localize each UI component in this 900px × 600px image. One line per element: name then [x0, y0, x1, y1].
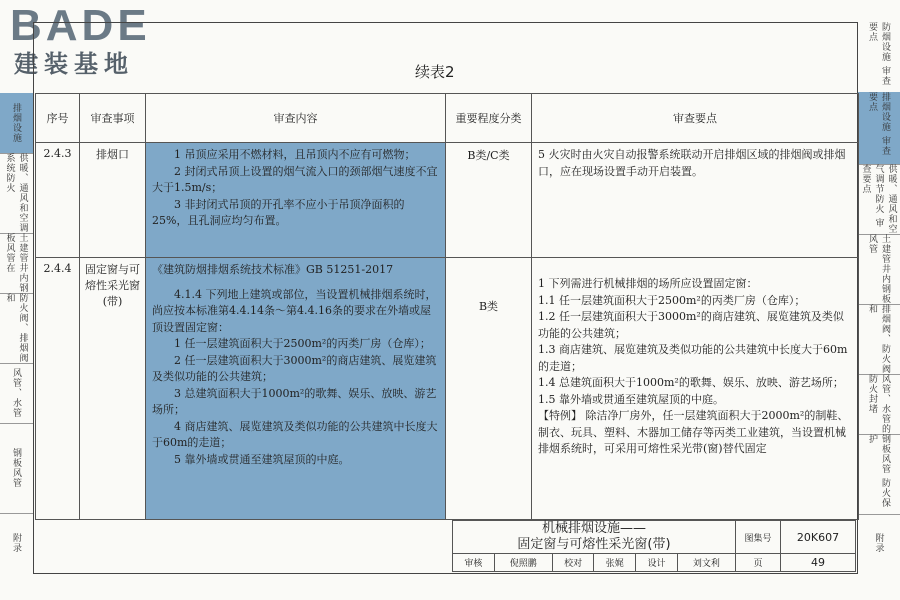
content-line: 5 靠外墙或贯通至建筑屋顶的中庭。 — [174, 452, 350, 466]
content-gap — [152, 279, 439, 287]
key-line: 1 下列需进行机械排烟的场所应设置固定窗： — [538, 277, 758, 290]
header-no: 序号 — [36, 94, 80, 143]
logo-subtitle: 建装基地 — [14, 50, 134, 78]
key-line: 1.5 靠外墙或贯通至建筑屋顶的中庭。 — [538, 392, 724, 406]
header-key-points: 审查要点 — [532, 94, 859, 143]
right-tab-duct-protection[interactable]: 钢板风管 防火保护 — [858, 434, 900, 515]
key-line: 1.1 任一层建筑面积大于2500m²的丙类厂房（仓库）； — [538, 293, 806, 307]
content-line: 2 封闭式吊顶上设置的烟气流入口的颈部烟气速度不宜大于1.5m/s； — [152, 164, 438, 194]
content-line: 1 任一层建筑面积大于2500m²的丙类厂房（仓库）； — [174, 337, 431, 350]
atlas-label: 图集号 — [736, 521, 781, 554]
content-line: 2 任一层建筑面积大于3000m²的商店建筑、展览建筑及类似功能的公共建筑； — [152, 353, 437, 383]
page-label: 页 — [736, 554, 781, 572]
left-tab-smoke-exhaust[interactable]: 排烟设施 — [0, 93, 33, 154]
content-line: 3 总建筑面积大于1000m²的歌舞、娱乐、放映、游艺场所； — [152, 386, 437, 416]
key-line: 5 火灾时由火灾自动报警系统联动开启排烟区域的排烟阀或排烟口，应在现场设置手动开启装置。 — [538, 148, 846, 178]
drawing-title-line2: 固定窗与可熔性采光窗(带) — [517, 537, 671, 552]
atlas-number: 20K607 — [781, 521, 856, 554]
row-key-points — [532, 258, 859, 520]
left-tab-dampers[interactable]: 防火阀、排烟阀和 — [0, 293, 33, 364]
row-content — [146, 258, 446, 520]
header-content: 审查内容 — [146, 94, 446, 143]
row-key-points — [532, 143, 859, 258]
content-line: 4.1.4 下列地上建筑或部位，当设置机械排烟系统时，尚应按本标准第4.4.14条～第4.4.16条的要求在外墙或屋顶设置固定窗： — [152, 287, 437, 334]
key-line: 1.2 任一层建筑面积大于3000m²的商店建筑、展览建筑及类似功能的公共建筑； — [538, 310, 844, 340]
checker-name: 张娓 — [594, 554, 636, 572]
key-line: 【特例】 除洁净厂房外，任一层建筑面积大于2000m²的制鞋、制衣、玩具、塑料、木器加工储存等丙类工业建筑，当设置机械排烟系统时，可采用可熔性采光带(窗)替代固定 — [538, 409, 849, 455]
left-tab-pipes[interactable]: 风管、水管 — [0, 363, 33, 424]
review-table — [35, 93, 859, 520]
table-label: 续表2 — [415, 63, 455, 81]
content-line: 3 非封闭式吊顶的开孔率不应小于吊顶净面积的25%，且孔洞应均匀布置。 — [152, 197, 405, 227]
row-importance: B类/C类 — [446, 143, 532, 258]
content-line: 《建筑防烟排烟系统技术标准》GB 51251-2017 — [152, 263, 394, 276]
left-tab-steel-ducts[interactable]: 钢板风管 — [0, 423, 33, 514]
row-item: 固定窗与可熔性采光窗(带) — [80, 258, 146, 520]
row-item: 排烟口 — [80, 143, 146, 258]
reviewer-name: 倪照鹏 — [494, 554, 552, 572]
right-tab-smoke-control[interactable]: 防烟设施 审查要点 — [858, 22, 900, 93]
right-tab-smoke-exhaust[interactable]: 排烟设施 审查要点 — [858, 92, 900, 165]
right-tab-dampers[interactable]: 排烟阀、防火阀和 — [858, 304, 900, 375]
drawing-title-line1: 机械排烟设施—— — [541, 521, 646, 536]
table-header-row — [36, 94, 859, 143]
designer-name: 刘文利 — [677, 554, 735, 572]
right-tab-firestop[interactable]: 风管、水管的防火封堵 — [858, 374, 900, 435]
left-tab-shaft-ducts[interactable]: 土建管井内钢板风管在 — [0, 233, 33, 294]
content-line: 4 商店建筑、展览建筑及类似功能的公共建筑中长度大于60m的走道； — [152, 419, 438, 449]
review-label: 审核 — [453, 554, 495, 572]
title-block — [452, 520, 856, 572]
row-no: 2.4.4 — [36, 258, 80, 520]
key-line: 1.3 商店建筑、展览建筑及类似功能的公共建筑中长度大于60m的走道； — [538, 343, 848, 373]
left-tab-hvac[interactable]: 供暖、通风和空调系统防火 — [0, 153, 33, 234]
row-importance: B类 — [446, 258, 532, 520]
check-label: 校对 — [552, 554, 594, 572]
key-line: 1.4 总建筑面积大于1000m²的歌舞、娱乐、放映、游艺场所； — [538, 376, 844, 389]
table-row — [36, 143, 859, 258]
drawing-title — [453, 521, 736, 554]
row-content — [146, 143, 446, 258]
design-label: 设计 — [636, 554, 678, 572]
header-importance: 重要程度分类 — [446, 94, 532, 143]
row-no: 2.4.3 — [36, 143, 80, 258]
header-item: 审查事项 — [80, 94, 146, 143]
right-tab-hvac[interactable]: 供暖、通风和空气调节防火 审查要点 — [858, 164, 900, 235]
page-number: 49 — [781, 554, 856, 572]
table-row — [36, 258, 859, 520]
content-line: 1 吊顶应采用不燃材料，且吊顶内不应有可燃物； — [174, 148, 416, 161]
left-tab-appendix[interactable]: 附录 — [11, 533, 21, 553]
logo-brand: BADE — [10, 1, 151, 50]
right-tab-shaft-ducts[interactable]: 土建管井内钢板风管 — [858, 234, 900, 305]
right-tab-appendix[interactable]: 附录 — [873, 533, 884, 553]
